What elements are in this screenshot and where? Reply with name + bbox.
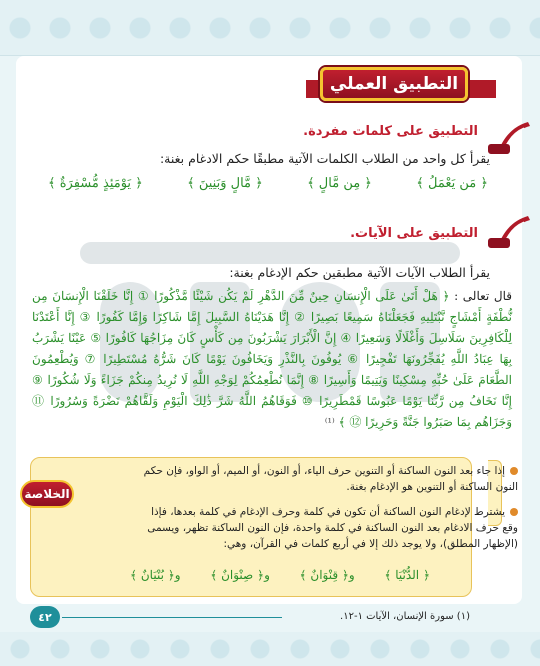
summary-point-1-text: إذا جاء بعد النون الساكنة أو التنوين حرف الياء، أو النون، أو الميم، أو الواو، فإن حكم النون الساكنة أو التنوين هو الإدغام بغنة. xyxy=(143,465,518,493)
section1-quill-icon xyxy=(484,118,532,158)
word-item: ﴿ مَن يَعْمَلُ ﴾ xyxy=(416,176,488,191)
example-word: و﴿ قِنْوَانٌ ﴾ xyxy=(299,568,355,582)
section1-word-list xyxy=(48,176,488,191)
word-item: ﴿ مَّالٍ وَبَنِينَ ﴾ xyxy=(187,176,263,191)
top-decorative-border xyxy=(0,0,540,56)
bullet-icon xyxy=(510,467,518,475)
summary-point-2 xyxy=(138,504,518,552)
example-word: و﴿ بُنْيَانٌ ﴾ xyxy=(130,568,181,582)
page-title: التطبيق العملي xyxy=(329,74,459,94)
summary-point-1 xyxy=(138,463,518,495)
bottom-decorative-border xyxy=(0,632,540,666)
section1-heading: التطبيق على كلمات مفردة. xyxy=(303,124,478,139)
example-word: ﴿ الدُّنْيَا ﴾ xyxy=(384,568,430,582)
example-word: و﴿ صِنْوَانٌ ﴾ xyxy=(210,568,270,582)
section2-instruction: يقرأ الطلاب الآيات الآتية مطبقين حكم الإدغام بغنة: xyxy=(229,265,490,280)
summary-point-2-text: يشترط لإدغام النون الساكنة أن تكون في كلمة وحرف الإدغام في كلمة بعدها، فإذا وقع حرف الادغام بعد النون الساكنة في كلمة واحدة، فإن النون الساكنة تظهر، ويسمى (الإظهار المطلق)، ولا يوجد ذلك إلا في أربع كلمات في القرآن، وهي: xyxy=(147,506,518,550)
verse-source-marker: ⁽¹⁾ xyxy=(324,416,335,429)
section1-instruction: يقرأ كل واحد من الطلاب الكلمات الآتية مطبقًا حكم الادغام بغنة: xyxy=(159,151,490,166)
bullet-icon xyxy=(510,508,518,516)
title-ribbon-right xyxy=(466,80,496,98)
title-banner xyxy=(320,67,468,101)
section2-quill-icon xyxy=(484,212,532,252)
page-number: ٤٢ xyxy=(30,606,60,628)
summary-label: الخلاصة xyxy=(20,480,74,508)
footnote-divider xyxy=(62,617,282,618)
verse-block xyxy=(32,286,512,446)
verse-text: ﴿ هَلْ أَتَىٰ عَلَى الْإِنسَانِ حِينٌ مِّنَ الدَّهْرِ لَمْ يَكُن شَيْئًا مَّذْكُورًا ① إِنَّا خَلَقْنَا الْإِنسَانَ مِن نُّطْفَةٍ أَمْشَاجٍ نَّبْتَلِيهِ فَجَعَلْنَاهُ سَمِيعًا بَصِيرًا ② إِنَّا هَدَيْنَاهُ السَّبِيلَ إِمَّا شَاكِرًا وَإِمَّا كَفُورًا ③ إِنَّا أَعْتَدْنَا لِلْكَافِرِينَ سَلَاسِلَ وَأَغْلَالًا وَسَعِيرًا ④ إِنَّ الْأَبْرَارَ يَشْرَبُونَ مِن كَأْسٍ كَانَ مِزَاجُهَا كَافُورًا ⑤ عَيْنًا يَشْرَبُ بِهَا عِبَادُ اللَّهِ يُفَجِّرُونَهَا تَفْجِيرًا ⑥ يُوفُونَ بِالنَّذْرِ وَيَخَافُونَ يَوْمًا كَانَ شَرُّهُ مُسْتَطِيرًا ⑦ وَيُطْعِمُونَ الطَّعَامَ عَلَىٰ حُبِّهِ مِسْكِينًا وَيَتِيمًا وَأَسِيرًا ⑧ إِنَّمَا نُطْعِمُكُمْ لِوَجْهِ اللَّهِ لَا نُرِيدُ مِنكُمْ جَزَاءً وَلَا شُكُورًا ⑨ إِنَّا نَخَافُ مِن رَّبِّنَا يَوْمًا عَبُوسًا قَمْطَرِيرًا ⑩ فَوَقَاهُمُ اللَّهُ شَرَّ ذَٰلِكَ الْيَوْمِ وَلَقَّاهُمْ نَضْرَةً وَسُرُورًا ⑪ وَجَزَاهُم بِمَا صَبَرُوا جَنَّةً وَحَرِيرًا ⑫ ﴾ xyxy=(32,289,512,429)
summary-example-words xyxy=(130,568,430,582)
verse-intro: قال تعالى : xyxy=(454,289,512,303)
section2-heading: التطبيق على الآيات. xyxy=(350,226,478,241)
footnote: (١) سورة الإنسان، الآيات ١-١٢. xyxy=(340,611,470,622)
word-item: ﴿ يَوْمَئِذٍ مُّسْفِرَةٌ ﴾ xyxy=(48,176,143,191)
word-item: ﴿ مِن مَّالٍ ﴾ xyxy=(307,176,372,191)
